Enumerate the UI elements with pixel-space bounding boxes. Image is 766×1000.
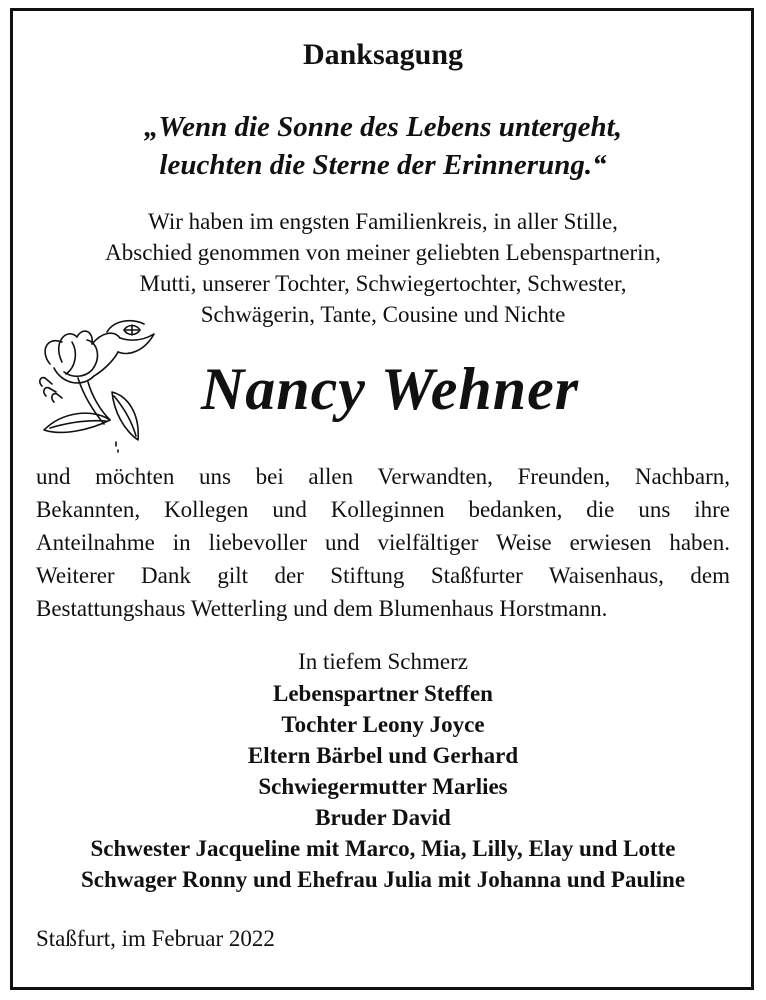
thanks-line: Weiterer Dank gilt der Stiftung Staßfurter Waisenhaus, dem: [36, 563, 730, 588]
thanks-line: und möchten uns bei allen Verwandten, Freunden, Nachbarn,: [36, 464, 730, 489]
quote-line: „Wenn die Sonne des Lebens untergeht,: [143, 111, 622, 143]
family-member: Eltern Bärbel und Gerhard: [247, 743, 519, 768]
deceased-name: Nancy Wehner: [200, 356, 580, 422]
memorial-quote: [0, 108, 766, 184]
thanks-text: [36, 460, 730, 625]
family-member: Schwiegermutter Marlies: [258, 774, 508, 799]
thanks-line: Anteilnahme in liebevoller und vielfältiger Weise erwiesen haben.: [36, 530, 730, 555]
family-member: Schwester Jacqueline mit Marco, Mia, Lilly, Elay und Lotte: [90, 836, 676, 861]
intro-line: Abschied genommen von meiner geliebten Lebenspartnerin,: [105, 240, 661, 265]
intro-line: Schwägerin, Tante, Cousine und Nichte: [200, 302, 566, 327]
intro-line: Wir haben im engsten Familienkreis, in aller Stille,: [148, 209, 618, 234]
thanks-line: Bestattungshaus Wetterling und dem Blumenhaus Horstmann.: [36, 596, 608, 621]
sign-off: In tiefem Schmerz: [298, 649, 468, 674]
thanks-line: Bekannten, Kollegen und Kolleginnen bedanken, die uns ihre: [36, 497, 730, 522]
family-member: Lebenspartner Steffen: [273, 681, 493, 706]
quote-line: leuchten die Sterne der Erinnerung.“: [159, 149, 607, 181]
notice-title: Danksagung: [302, 38, 464, 71]
family-member: Schwager Ronny und Ehefrau Julia mit Johanna und Pauline: [80, 867, 686, 892]
family-member: Bruder David: [315, 805, 451, 830]
intro-line: Mutti, unserer Tochter, Schwiegertochter, Schwester,: [139, 271, 627, 296]
family-member: Tochter Leony Joyce: [281, 712, 485, 737]
family-list: [0, 678, 766, 895]
flower-icon: [32, 312, 162, 457]
place-date: Staßfurt, im Februar 2022: [36, 926, 275, 951]
